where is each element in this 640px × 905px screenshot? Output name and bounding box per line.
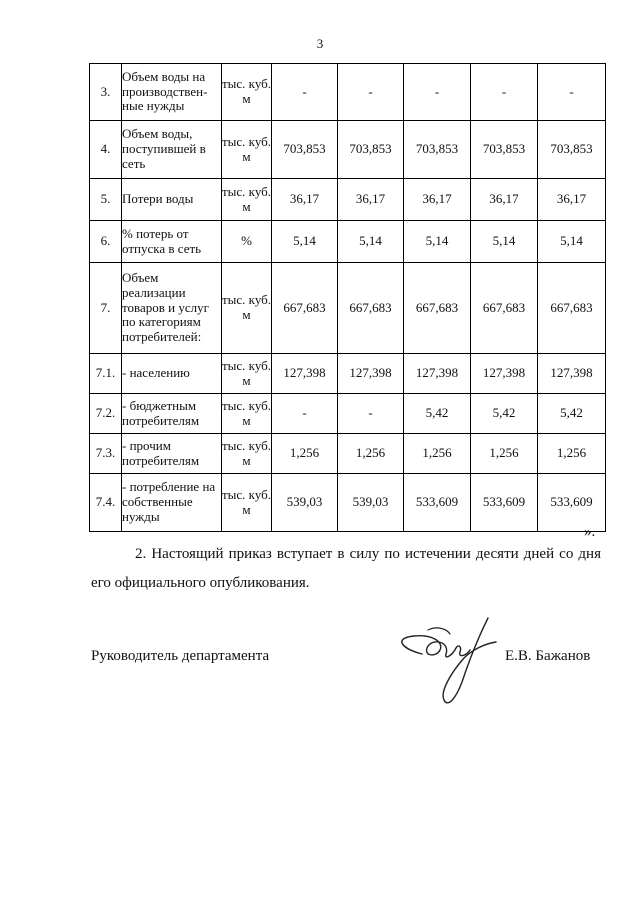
table-cell: 127,398 bbox=[538, 354, 606, 394]
signer-role: Руководитель департамента bbox=[91, 648, 270, 664]
row-unit: тыс. куб. м bbox=[222, 64, 272, 121]
table-cell: 703,853 bbox=[338, 121, 404, 179]
table-cell: - bbox=[471, 64, 538, 121]
table-cell: 1,256 bbox=[471, 434, 538, 474]
table-cell: 539,03 bbox=[272, 474, 338, 532]
water-balance-table bbox=[89, 63, 606, 532]
row-number: 4. bbox=[90, 121, 122, 179]
table-cell: 1,256 bbox=[404, 434, 471, 474]
row-number: 7.2. bbox=[90, 394, 122, 434]
table-cell: 5,42 bbox=[471, 394, 538, 434]
table-cell: 703,853 bbox=[538, 121, 606, 179]
row-name: Потери воды bbox=[122, 179, 222, 221]
signer-name: Е.В. Бажанов bbox=[505, 648, 591, 664]
table-cell: 667,683 bbox=[538, 263, 606, 354]
row-unit: тыс. куб. м bbox=[222, 434, 272, 474]
table-cell: 533,609 bbox=[404, 474, 471, 532]
table-row bbox=[90, 179, 606, 221]
row-number: 7. bbox=[90, 263, 122, 354]
table-cell: - bbox=[538, 64, 606, 121]
table-cell: 5,14 bbox=[538, 221, 606, 263]
table-cell: 5,14 bbox=[404, 221, 471, 263]
table-cell: 667,683 bbox=[272, 263, 338, 354]
table-cell: 36,17 bbox=[471, 179, 538, 221]
table-row bbox=[90, 263, 606, 354]
table-cell: 539,03 bbox=[338, 474, 404, 532]
table-cell: 703,853 bbox=[272, 121, 338, 179]
row-number: 7.4. bbox=[90, 474, 122, 532]
row-name: % потерь от отпуска в сеть bbox=[122, 221, 222, 263]
row-name: - потребление на собственные нужды bbox=[122, 474, 222, 532]
row-name: Объем реализации товаров и услуг по категориям потребителей: bbox=[122, 263, 222, 354]
row-number: 5. bbox=[90, 179, 122, 221]
row-name: Объем воды, поступившей в сеть bbox=[122, 121, 222, 179]
row-number: 7.3. bbox=[90, 434, 122, 474]
table-row bbox=[90, 221, 606, 263]
table-cell: 36,17 bbox=[404, 179, 471, 221]
row-unit: тыс. куб. м bbox=[222, 394, 272, 434]
table-cell: 127,398 bbox=[471, 354, 538, 394]
row-number: 6. bbox=[90, 221, 122, 263]
table-row bbox=[90, 434, 606, 474]
page-number: 3 bbox=[316, 36, 324, 51]
table-cell: 5,42 bbox=[538, 394, 606, 434]
table-row bbox=[90, 394, 606, 434]
table-cell: 5,14 bbox=[471, 221, 538, 263]
table-cell: 703,853 bbox=[404, 121, 471, 179]
table-cell: 667,683 bbox=[471, 263, 538, 354]
row-unit: тыс. куб. м bbox=[222, 179, 272, 221]
table-row bbox=[90, 474, 606, 532]
row-unit: тыс. куб. м bbox=[222, 354, 272, 394]
row-unit: % bbox=[222, 221, 272, 263]
table-cell: 667,683 bbox=[404, 263, 471, 354]
table-cell: - bbox=[338, 394, 404, 434]
table-cell: 533,609 bbox=[471, 474, 538, 532]
table-cell: 36,17 bbox=[272, 179, 338, 221]
table-cell: 127,398 bbox=[338, 354, 404, 394]
table-cell: - bbox=[404, 64, 471, 121]
table-cell: 36,17 bbox=[538, 179, 606, 221]
table-row bbox=[90, 121, 606, 179]
table-cell: - bbox=[272, 64, 338, 121]
table-cell: 5,42 bbox=[404, 394, 471, 434]
handwritten-signature bbox=[392, 612, 502, 712]
row-unit: тыс. куб. м bbox=[222, 474, 272, 532]
table-row bbox=[90, 64, 606, 121]
row-unit: тыс. куб. м bbox=[222, 263, 272, 354]
row-number: 3. bbox=[90, 64, 122, 121]
table-cell: 1,256 bbox=[272, 434, 338, 474]
row-name: - бюджетным потребителям bbox=[122, 394, 222, 434]
row-name: - прочим потребителям bbox=[122, 434, 222, 474]
closing-quote: ». bbox=[584, 524, 596, 540]
table-cell: 36,17 bbox=[338, 179, 404, 221]
table-cell: 127,398 bbox=[404, 354, 471, 394]
order-paragraph: 2. Настоящий приказ вступает в силу по истечении десяти дней со дня его официального опубликования. bbox=[91, 546, 601, 591]
table-cell: 1,256 bbox=[538, 434, 606, 474]
table-cell: 1,256 bbox=[338, 434, 404, 474]
row-name: Объем воды на производствен-ные нужды bbox=[122, 64, 222, 121]
table-cell: 667,683 bbox=[338, 263, 404, 354]
row-number: 7.1. bbox=[90, 354, 122, 394]
table-cell: - bbox=[338, 64, 404, 121]
table-cell: 5,14 bbox=[338, 221, 404, 263]
table-row bbox=[90, 354, 606, 394]
row-name: - населению bbox=[122, 354, 222, 394]
table-cell: 5,14 bbox=[272, 221, 338, 263]
table-cell: 127,398 bbox=[272, 354, 338, 394]
row-unit: тыс. куб. м bbox=[222, 121, 272, 179]
table-cell: 533,609 bbox=[538, 474, 606, 532]
table-cell: 703,853 bbox=[471, 121, 538, 179]
table-cell: - bbox=[272, 394, 338, 434]
